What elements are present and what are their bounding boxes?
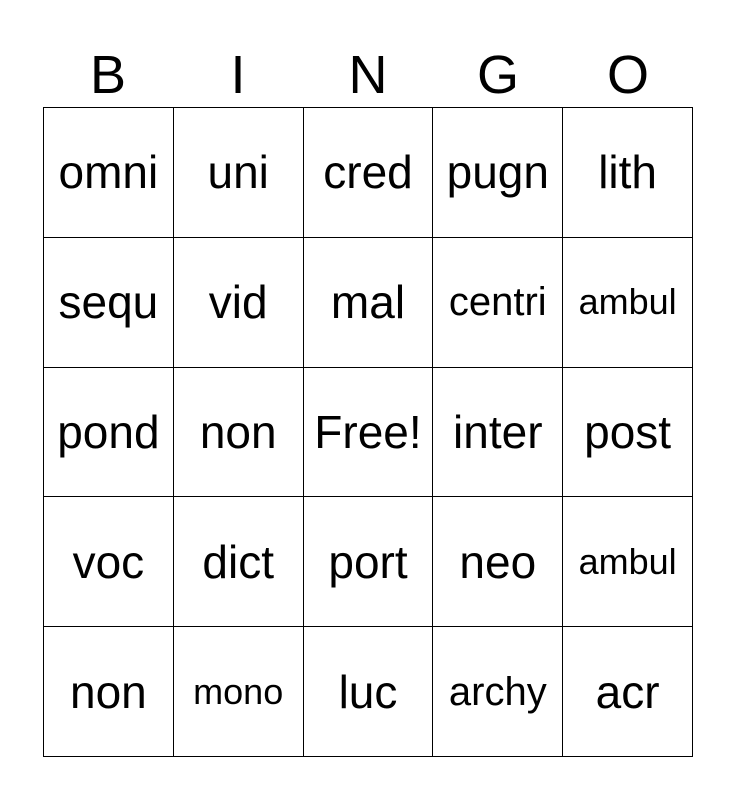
bingo-cell[interactable]: mono: [174, 627, 304, 757]
header-letter-i: I: [230, 45, 246, 105]
header-letter-g: G: [476, 45, 519, 105]
bingo-cell[interactable]: ambul: [563, 497, 693, 627]
bingo-cell[interactable]: pond: [44, 368, 174, 498]
bingo-cell[interactable]: centri: [433, 238, 563, 368]
bingo-cell[interactable]: mal: [304, 238, 434, 368]
bingo-card: [43, 107, 693, 757]
bingo-cell[interactable]: neo: [433, 497, 563, 627]
bingo-cell[interactable]: dict: [174, 497, 304, 627]
bingo-cell[interactable]: uni: [174, 108, 304, 238]
bingo-cell[interactable]: pugn: [433, 108, 563, 238]
bingo-cell[interactable]: vid: [174, 238, 304, 368]
header-letter-n: N: [348, 45, 388, 105]
free-space-cell[interactable]: Free!: [304, 368, 434, 498]
header-letter-o: O: [606, 45, 649, 105]
bingo-cell[interactable]: cred: [304, 108, 434, 238]
bingo-cell[interactable]: port: [304, 497, 434, 627]
bingo-cell[interactable]: sequ: [44, 238, 174, 368]
bingo-cell[interactable]: voc: [44, 497, 174, 627]
bingo-cell[interactable]: omni: [44, 108, 174, 238]
bingo-cell[interactable]: luc: [304, 627, 434, 757]
bingo-cell[interactable]: inter: [433, 368, 563, 498]
bingo-header: [43, 44, 693, 106]
bingo-cell[interactable]: acr: [563, 627, 693, 757]
bingo-cell[interactable]: ambul: [563, 238, 693, 368]
bingo-cell[interactable]: lith: [563, 108, 693, 238]
bingo-cell[interactable]: non: [174, 368, 304, 498]
header-letter-b: B: [89, 45, 127, 105]
bingo-cell[interactable]: archy: [433, 627, 563, 757]
bingo-cell[interactable]: post: [563, 368, 693, 498]
bingo-cell[interactable]: non: [44, 627, 174, 757]
